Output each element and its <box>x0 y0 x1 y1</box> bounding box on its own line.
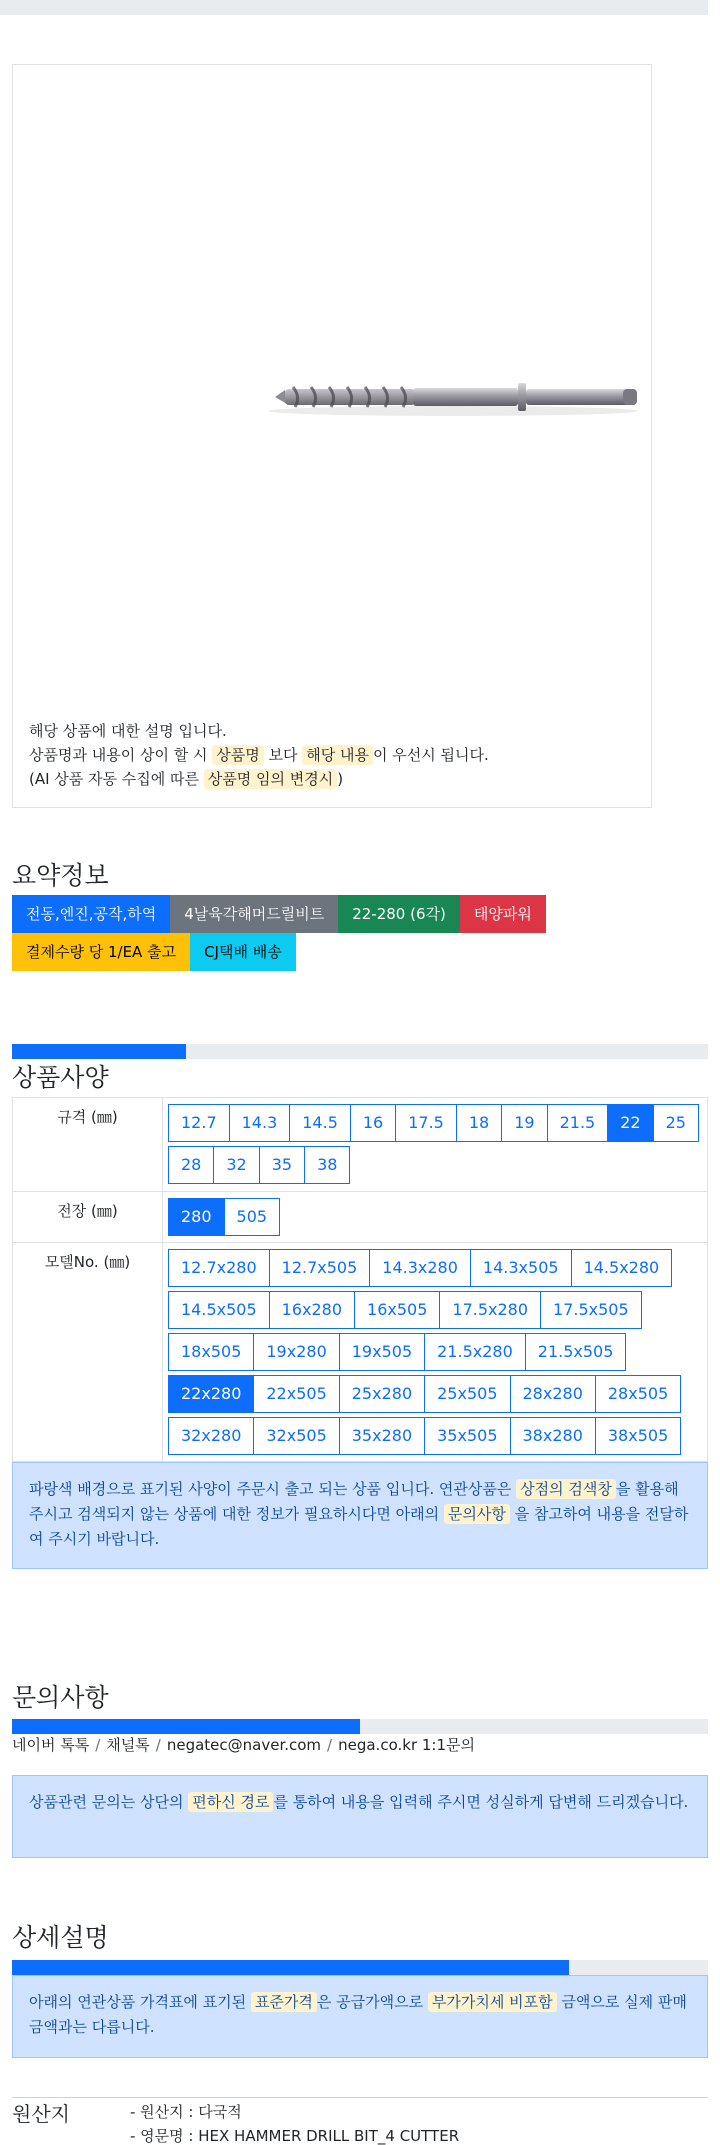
spec-option-14-5[interactable]: 14.5 <box>289 1104 351 1142</box>
badge-size: 22-280 (6각) <box>338 895 460 933</box>
spec-title: 상품사양 <box>12 1063 109 1092</box>
spec-option-17-5[interactable]: 17.5 <box>395 1104 457 1142</box>
spec-option-14-3x505[interactable]: 14.3x505 <box>470 1249 572 1287</box>
spec-option-25x280[interactable]: 25x280 <box>339 1375 425 1413</box>
spec-label-model: 모델No. (㎜) <box>13 1243 163 1462</box>
inquiry-notice <box>12 1775 708 1858</box>
spec-option-32x505[interactable]: 32x505 <box>253 1417 339 1455</box>
desc-text: 보다 <box>263 746 303 764</box>
breadcrumb-separator: / <box>155 1736 161 1754</box>
origin-country: - 원산지 : 다국적 <box>130 2103 242 2121</box>
spec-option-22x280[interactable]: 22x280 <box>168 1375 254 1413</box>
spec-option-28x505[interactable]: 28x505 <box>595 1375 681 1413</box>
origin-list <box>130 2100 459 2145</box>
notice-text: 파랑색 배경으로 표기된 사양이 주문시 출고 되는 상품 입니다. 연관상품은 <box>29 1480 517 1498</box>
spec-option-17-5x280[interactable]: 17.5x280 <box>439 1291 541 1329</box>
origin-english-name: - 영문명 : HEX HAMMER DRILL BIT_4 CUTTER <box>130 2127 460 2145</box>
highlight-name-change: 상품명 임의 변경시 <box>204 769 337 789</box>
inquiry-progress-fill <box>12 1719 360 1734</box>
summary-title: 요약정보 <box>12 861 109 890</box>
detail-progress-bar <box>12 1960 708 1975</box>
spec-option-28x280[interactable]: 28x280 <box>510 1375 596 1413</box>
spec-option-19[interactable]: 19 <box>501 1104 547 1142</box>
inquiry-links <box>12 1734 475 1755</box>
spec-option-16x505[interactable]: 16x505 <box>354 1291 440 1329</box>
spec-label-size: 규격 (㎜) <box>13 1098 163 1192</box>
spec-option-38x505[interactable]: 38x505 <box>595 1417 681 1455</box>
origin-divider <box>12 2097 708 2098</box>
highlight-inquiry: 문의사항 <box>444 1504 510 1524</box>
spec-options-length <box>163 1192 708 1243</box>
top-progress-bar <box>0 0 708 15</box>
origin-title: 원산지 <box>12 2102 70 2126</box>
spec-option-17-5x505[interactable]: 17.5x505 <box>540 1291 642 1329</box>
desc-text: 이 우선시 됩니다. <box>372 746 489 764</box>
spec-option-22x505[interactable]: 22x505 <box>253 1375 339 1413</box>
spec-option-38x280[interactable]: 38x280 <box>510 1417 596 1455</box>
spec-option-19x505[interactable]: 19x505 <box>339 1333 425 1371</box>
desc-line-2 <box>29 743 489 767</box>
spec-option-32[interactable]: 32 <box>213 1146 259 1184</box>
spec-option-35x505[interactable]: 35x505 <box>424 1417 510 1455</box>
desc-text: ) <box>337 770 344 788</box>
link-one-to-one[interactable]: nega.co.kr 1:1문의 <box>338 1736 475 1754</box>
spec-option-18[interactable]: 18 <box>456 1104 502 1142</box>
link-email[interactable]: negatec@naver.com <box>166 1736 322 1754</box>
spec-option-505[interactable]: 505 <box>224 1198 281 1236</box>
highlight-search-box: 상점의 검색창 <box>516 1479 616 1499</box>
desc-line-3 <box>29 767 489 791</box>
spec-option-21-5[interactable]: 21.5 <box>547 1104 609 1142</box>
product-description <box>29 719 489 791</box>
badge-category: 전동,엔진,공작,하역 <box>12 895 170 933</box>
spec-option-16[interactable]: 16 <box>350 1104 396 1142</box>
spec-option-38[interactable]: 38 <box>304 1146 350 1184</box>
spec-option-14-3[interactable]: 14.3 <box>229 1104 291 1142</box>
spec-option-12-7[interactable]: 12.7 <box>168 1104 230 1142</box>
spec-option-14-5x505[interactable]: 14.5x505 <box>168 1291 270 1329</box>
link-naver-talk[interactable]: 네이버 톡톡 <box>12 1736 90 1754</box>
spec-option-16x280[interactable]: 16x280 <box>269 1291 355 1329</box>
spec-option-280[interactable]: 280 <box>168 1198 225 1236</box>
spec-option-32x280[interactable]: 32x280 <box>168 1417 254 1455</box>
spec-option-35x280[interactable]: 35x280 <box>339 1417 425 1455</box>
badge-shipping: CJ택배 배송 <box>190 933 296 971</box>
notice-text: 을 활용해 주시고 검색되지 않는 상품에 대한 정보가 필요하시다면 아래의 <box>29 1480 679 1523</box>
spec-label-length: 전장 (㎜) <box>13 1192 163 1243</box>
badge-brand: 태양파워 <box>460 895 546 933</box>
notice-text: 금액으로 실제 판매금액과는 다릅니다. <box>29 1993 687 2036</box>
badge-product-type: 4날육각해머드릴비트 <box>170 895 338 933</box>
spec-option-18x505[interactable]: 18x505 <box>168 1333 254 1371</box>
link-channel-talk[interactable]: 채널톡 <box>106 1736 150 1754</box>
highlight-product-name: 상품명 <box>212 745 263 765</box>
spec-option-28[interactable]: 28 <box>168 1146 214 1184</box>
spec-option-12-7x280[interactable]: 12.7x280 <box>168 1249 270 1287</box>
spec-option-22[interactable]: 22 <box>607 1104 653 1142</box>
detail-title: 상세설명 <box>12 1923 109 1952</box>
spec-option-35[interactable]: 35 <box>259 1146 305 1184</box>
spec-option-21-5x505[interactable]: 21.5x505 <box>525 1333 627 1371</box>
breadcrumb-separator: / <box>327 1736 333 1754</box>
badge-quantity: 결제수량 당 1/EA 출고 <box>12 933 190 971</box>
spec-row-model <box>13 1243 708 1462</box>
options-row <box>168 1102 702 1186</box>
desc-text: (AI 상품 자동 수집에 따른 <box>29 770 204 788</box>
desc-line-1: 해당 상품에 대한 설명 입니다. <box>29 722 227 740</box>
spec-row-size <box>13 1098 708 1192</box>
desc-text: 상품명과 내용이 상이 할 시 <box>29 746 213 764</box>
notice-text: 아래의 연관상품 가격표에 표기된 <box>29 1993 251 2011</box>
detail-notice <box>12 1975 708 2058</box>
options-row <box>168 1196 702 1238</box>
drill-bit-image <box>263 365 643 425</box>
spec-options-model <box>163 1243 708 1462</box>
highlight-vat-excluded: 부가가치세 비포함 <box>428 1992 557 2012</box>
spec-option-14-5x280[interactable]: 14.5x280 <box>571 1249 673 1287</box>
breadcrumb-separator: / <box>95 1736 101 1754</box>
notice-text: 을 참고하여 내용을 전달하여 주시기 바랍니다. <box>29 1505 689 1548</box>
inquiry-progress-bar <box>12 1719 708 1734</box>
spec-notice <box>12 1462 708 1569</box>
highlight-content: 해당 내용 <box>302 745 373 765</box>
inquiry-title: 문의사항 <box>12 1683 109 1712</box>
spec-option-21-5x280[interactable]: 21.5x280 <box>424 1333 526 1371</box>
notice-text: 를 통하여 내용을 입력해 주시면 성실하게 답변해 드리겠습니다. <box>273 1793 689 1811</box>
spec-option-12-7x505[interactable]: 12.7x505 <box>269 1249 371 1287</box>
options-row <box>168 1247 688 1457</box>
spec-progress-fill <box>12 1044 186 1059</box>
notice-text: 상품관련 문의는 상단의 <box>29 1793 189 1811</box>
product-image-card <box>12 64 652 808</box>
spec-option-25[interactable]: 25 <box>653 1104 699 1142</box>
spec-option-25x505[interactable]: 25x505 <box>424 1375 510 1413</box>
detail-progress-fill <box>12 1960 569 1975</box>
spec-row-length <box>13 1192 708 1243</box>
spec-option-19x280[interactable]: 19x280 <box>253 1333 339 1371</box>
summary-badges <box>12 895 612 971</box>
spec-options-size <box>163 1098 708 1192</box>
highlight-contact-route: 편하신 경로 <box>188 1792 273 1812</box>
notice-text: 은 공급가액으로 <box>316 1993 428 2011</box>
spec-table <box>12 1097 708 1462</box>
highlight-standard-price: 표준가격 <box>251 1992 317 2012</box>
spec-progress-bar <box>12 1044 708 1059</box>
spec-option-14-3x280[interactable]: 14.3x280 <box>369 1249 471 1287</box>
